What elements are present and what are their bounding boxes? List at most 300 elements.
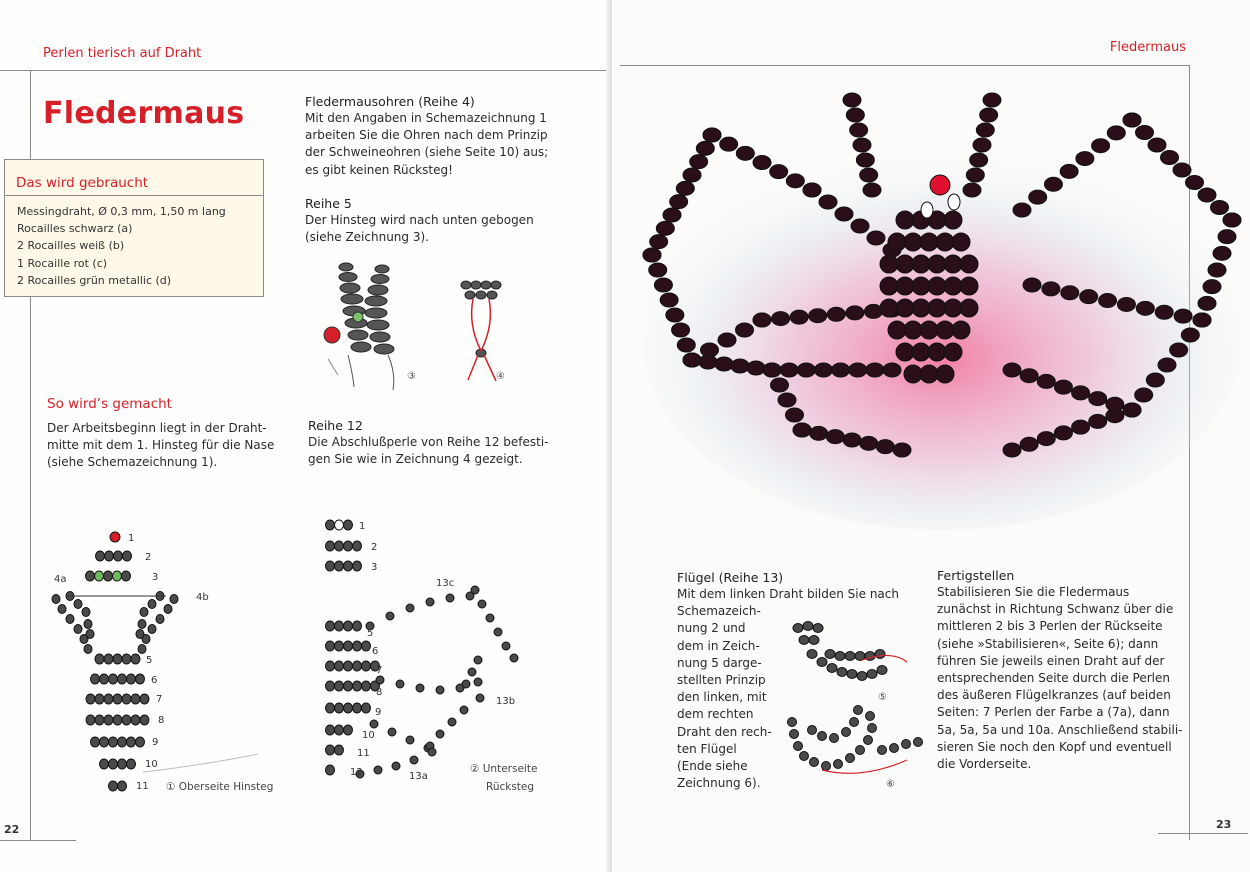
bat-bead	[1136, 301, 1154, 315]
bead	[474, 678, 482, 686]
bead	[66, 615, 74, 624]
bead	[790, 730, 799, 739]
bat-body-bead	[944, 255, 962, 273]
finish-line: Stabilisieren Sie die Fledermaus	[937, 585, 1130, 599]
bat-bead	[810, 426, 828, 440]
bead	[123, 551, 132, 561]
bat-bead	[1013, 203, 1031, 217]
bead	[344, 703, 353, 713]
bead	[326, 541, 335, 551]
figure-3-4-drawing	[318, 255, 528, 400]
bead	[494, 628, 502, 636]
bead	[104, 654, 113, 664]
bat-bead	[672, 323, 690, 337]
bat-bead	[1044, 177, 1062, 191]
bat-bead	[1174, 309, 1192, 323]
bead	[471, 586, 479, 594]
bat-bead	[970, 153, 988, 167]
materials-item: Rocailles schwarz (a)	[17, 222, 133, 236]
bat-bead	[1170, 343, 1188, 357]
bead	[813, 624, 823, 633]
bead	[353, 561, 362, 571]
bat-bead	[803, 183, 821, 197]
diagram-1	[48, 524, 288, 799]
bead	[335, 621, 344, 631]
bead	[95, 715, 104, 725]
materials-item: 2 Rocailles grün metallic (d)	[17, 273, 172, 287]
bat-bead	[1020, 369, 1038, 383]
bat-bead	[650, 235, 668, 249]
bat-bead	[770, 165, 788, 179]
bead	[170, 595, 178, 604]
footer-rule-right	[1158, 833, 1248, 834]
d2-row-number: 13c	[436, 578, 455, 589]
bead	[335, 681, 344, 691]
bat-bead	[1158, 358, 1176, 372]
bat-body-bead	[928, 277, 946, 295]
bat-bead	[660, 293, 678, 307]
bat-bead	[778, 393, 796, 407]
bat-bead	[835, 207, 853, 221]
bat-bead	[1076, 152, 1094, 166]
bead	[793, 624, 803, 633]
bead	[846, 754, 855, 763]
bead	[486, 614, 494, 622]
d1-row-number: 4a	[54, 574, 67, 585]
bead	[326, 520, 335, 530]
bat-bead	[1136, 126, 1154, 140]
bead	[136, 737, 145, 747]
bead	[446, 594, 454, 602]
figure-4	[461, 281, 505, 382]
bead	[156, 615, 164, 624]
bat-nose-bead	[930, 175, 950, 195]
bat-bead	[763, 363, 781, 377]
bead	[426, 598, 434, 606]
bead	[104, 571, 113, 581]
bead	[386, 612, 394, 620]
bead	[809, 636, 819, 645]
bead	[131, 694, 140, 704]
bat-bead	[786, 174, 804, 188]
d1-row-number: 5	[146, 655, 153, 666]
bead	[854, 706, 863, 715]
bat-bead	[786, 408, 804, 422]
right-page	[612, 0, 1250, 872]
materials-list	[5, 196, 263, 289]
bead	[877, 666, 887, 675]
row5-line: Der Hinsteg wird nach unten gebogen	[305, 213, 534, 227]
d1-row-number: 1	[128, 533, 135, 544]
bat-bead	[809, 309, 827, 323]
bat-bead	[736, 323, 754, 337]
bead	[110, 532, 120, 542]
bead	[131, 654, 140, 664]
bead	[416, 684, 424, 692]
d1-row-number: 7	[156, 694, 163, 705]
bead	[510, 654, 518, 662]
bat-bead	[1211, 201, 1229, 215]
bat-bead	[1037, 374, 1055, 388]
bead	[822, 762, 831, 771]
bat-bead	[731, 359, 749, 373]
d2-row-number: 2	[371, 542, 378, 553]
bat-bead	[966, 168, 984, 182]
bat-bead	[963, 183, 981, 197]
bead	[807, 650, 817, 659]
bat-bead	[666, 308, 684, 322]
bat-body-bead	[896, 277, 914, 295]
bead	[131, 715, 140, 725]
bead	[114, 551, 123, 561]
bead	[890, 744, 899, 753]
bead	[113, 694, 122, 704]
bat-photo	[612, 70, 1248, 540]
bat-bead	[780, 363, 798, 377]
bat-bead	[1213, 246, 1231, 260]
bead	[326, 621, 335, 631]
diagram-1-caption: ① Oberseite Hinsteg	[166, 781, 274, 793]
finish-line: 5a, 5a, 5a und 10a. Anschließend stabili-	[937, 722, 1183, 737]
fig6-label: ⑥	[886, 779, 895, 790]
bead	[95, 694, 104, 704]
bead	[344, 621, 353, 631]
bat-bead	[790, 310, 808, 324]
bat-bead	[1037, 432, 1055, 446]
wings-line: nung 2 und	[677, 621, 746, 636]
materials-box	[4, 159, 264, 297]
wings-line: dem rechten	[677, 707, 754, 722]
bead	[100, 759, 109, 769]
bead	[326, 661, 335, 671]
bead	[100, 674, 109, 684]
bead	[82, 608, 90, 617]
bat-bead	[753, 313, 771, 327]
bead	[118, 674, 127, 684]
bat-bead	[701, 343, 719, 357]
bead	[468, 668, 476, 676]
bat-bead	[1146, 373, 1164, 387]
wings-line: Mit dem linken Draht bilden Sie nach	[677, 587, 899, 601]
wings-line: stellten Prinzip	[677, 673, 766, 688]
bat-bead	[676, 181, 694, 195]
materials-item: 2 Rocailles weiß (b)	[17, 239, 125, 253]
bead	[478, 600, 486, 608]
howto-heading: So wird’s gemacht	[47, 396, 172, 412]
bead	[96, 551, 105, 561]
row12-heading: Reihe 12	[308, 418, 363, 433]
finish-line: des äußeren Flügelkranzes (auf beiden	[937, 688, 1171, 703]
bead	[428, 748, 436, 756]
bead	[335, 703, 344, 713]
bat-body-bead	[888, 321, 906, 339]
ears-line: es gibt keinen Rücksteg!	[305, 162, 453, 177]
bat-bead	[1020, 437, 1038, 451]
bead	[52, 595, 60, 604]
bead	[502, 642, 510, 650]
bat-body-bead	[904, 365, 922, 383]
running-head-right: Fledermaus	[1109, 40, 1186, 55]
bat-bead	[1155, 305, 1173, 319]
bead	[392, 762, 400, 770]
bat-bead	[893, 443, 911, 457]
bead	[344, 520, 353, 530]
bead	[344, 725, 353, 735]
bead	[118, 781, 127, 791]
bat-body-bead	[920, 321, 938, 339]
bead	[868, 724, 877, 733]
bead	[335, 725, 344, 735]
row5-line: (siehe Zeichnung 3).	[305, 230, 429, 245]
bead	[86, 694, 95, 704]
bead	[370, 720, 378, 728]
bat-body-bead	[920, 365, 938, 383]
bead	[810, 758, 819, 767]
wings-line: den linken, mit	[677, 690, 767, 705]
bead	[353, 641, 362, 651]
bead	[864, 736, 873, 745]
bead	[344, 541, 353, 551]
bat-bead	[654, 278, 672, 292]
bead	[326, 681, 335, 691]
bat-body-bead	[936, 233, 954, 251]
bead	[74, 600, 82, 609]
bead	[335, 541, 344, 551]
bat-bead	[1186, 176, 1204, 190]
wings-line: ten Flügel	[677, 741, 737, 756]
bat-bead	[860, 168, 878, 182]
bead	[335, 641, 344, 651]
bead	[148, 625, 156, 634]
bat-bead	[827, 307, 845, 321]
bat-bead	[1148, 138, 1166, 152]
bead	[800, 752, 809, 761]
d2-row-number: 9	[375, 707, 382, 718]
diagram-2-caption-line1: ② Unterseite	[470, 763, 538, 775]
bead	[410, 756, 418, 764]
bead	[136, 630, 144, 639]
d1-row-number: 9	[152, 737, 159, 748]
bat-bead	[1193, 313, 1211, 327]
bat-body-bead	[896, 255, 914, 273]
finish-line: sieren Sie noch den Kopf und eventuell	[937, 739, 1172, 754]
d1-row-number: 8	[158, 715, 165, 726]
bat-bead	[843, 93, 861, 107]
d2-row-number: 10	[362, 730, 375, 741]
bat-bead	[1080, 290, 1098, 304]
bat-body-bead	[960, 255, 978, 273]
bead	[396, 680, 404, 688]
wings-line: dem in Zeich-	[677, 638, 760, 653]
bat-bead	[670, 195, 688, 209]
bead	[335, 520, 344, 530]
d1-row-number: 2	[145, 552, 152, 563]
bat-bead	[683, 353, 701, 367]
bead	[140, 715, 149, 725]
bat-body-bead	[896, 211, 914, 229]
bat-bead	[1060, 164, 1078, 178]
bat-bead	[876, 440, 894, 454]
d1-row-number: 11	[136, 781, 149, 792]
finish-line: entsprechenden Seite durch die Perlen	[937, 671, 1170, 686]
row5-heading: Reihe 5	[305, 196, 352, 211]
bead	[835, 652, 845, 661]
bead	[406, 604, 414, 612]
howto-line: Der Arbeitsbeginn liegt in der Draht-	[47, 421, 267, 435]
bat-tooth-bead	[921, 202, 933, 218]
bat-body-bead	[944, 299, 962, 317]
bat-bead	[983, 93, 1001, 107]
bead	[84, 645, 92, 654]
bead	[875, 650, 885, 659]
bead	[902, 740, 911, 749]
bat-bead	[850, 123, 868, 137]
ears-line: arbeiten Sie die Ohren nach dem Prinzip	[305, 128, 548, 143]
bat-bead	[819, 195, 837, 209]
ears-line: der Schweineohren (siehe Seite 10) aus;	[305, 145, 549, 160]
bead	[118, 737, 127, 747]
bead	[362, 703, 371, 713]
bead	[856, 746, 865, 755]
bead	[326, 725, 335, 735]
bat-body-bead	[880, 255, 898, 273]
bat-bead	[980, 108, 998, 122]
bat-bead	[793, 423, 811, 437]
bat-bead	[814, 363, 832, 377]
bat-bead	[1208, 263, 1226, 277]
d2-row-number: 13a	[409, 771, 428, 782]
row12-line: Die Abschlußperle von Reihe 12 befesti-	[308, 435, 549, 449]
bat-bead	[1003, 443, 1021, 457]
bead	[830, 734, 839, 743]
bead	[74, 625, 82, 634]
bead	[460, 706, 468, 714]
bead	[344, 561, 353, 571]
finish-line: (siehe »Stabilisieren«, Seite 6); dann	[937, 636, 1159, 651]
bat-bead	[1198, 188, 1216, 202]
bead	[353, 661, 362, 671]
bead	[374, 766, 382, 774]
bat-bead	[853, 138, 871, 152]
bead	[109, 759, 118, 769]
d2-row-number: 5	[367, 628, 374, 639]
bead	[353, 541, 362, 551]
bead	[850, 718, 859, 727]
bat-bead	[849, 363, 867, 377]
d2-row-number: 13b	[496, 696, 516, 707]
bead	[857, 672, 867, 681]
d1-row-number: 4b	[196, 592, 209, 603]
howto-line: (siehe Schemazeichnung 1).	[47, 455, 218, 470]
bat-body-bead	[896, 343, 914, 361]
bead	[834, 760, 843, 769]
bead	[86, 715, 95, 725]
bat-body-bead	[904, 321, 922, 339]
bead	[86, 630, 94, 639]
bat-bead	[843, 433, 861, 447]
materials-heading: Das wird gebraucht	[5, 160, 263, 196]
bead	[326, 561, 335, 571]
bead	[845, 652, 855, 661]
bat-bead	[832, 363, 850, 377]
bead	[91, 737, 100, 747]
header-rule-left	[0, 70, 606, 71]
bead	[127, 674, 136, 684]
bead	[817, 658, 827, 667]
bead	[113, 715, 122, 725]
bead	[436, 686, 444, 694]
bead	[335, 661, 344, 671]
wings-line: Draht den rech-	[677, 724, 772, 739]
ears-heading: Fledermausohren (Reihe 4)	[305, 94, 475, 109]
materials-item: 1 Rocaille rot (c)	[17, 256, 108, 270]
bat-body-bead	[912, 343, 930, 361]
d2-row-number: 3	[371, 562, 378, 573]
bead	[476, 694, 484, 702]
bat-body-bead	[920, 233, 938, 251]
bat-body-bead	[936, 365, 954, 383]
bead	[388, 728, 396, 736]
bead	[353, 621, 362, 631]
d1-row-number: 10	[145, 759, 158, 770]
bead	[148, 600, 156, 609]
bat-bead	[1218, 230, 1236, 244]
bat-bead	[1099, 294, 1117, 308]
bead	[84, 620, 92, 629]
bat-bead	[643, 248, 661, 262]
howto-text	[47, 420, 292, 472]
bat-bead	[720, 137, 738, 151]
d1-row-number: 6	[151, 675, 158, 686]
diagram-2-caption-line2: Rücksteg	[486, 781, 535, 793]
bead	[95, 654, 104, 664]
bead	[362, 641, 371, 651]
d2-row-number: 7	[376, 665, 383, 676]
bead	[808, 726, 817, 735]
bead	[788, 718, 797, 727]
figure-5-6-drawing	[782, 610, 932, 795]
bead	[109, 781, 118, 791]
d2-row-number: 11	[357, 748, 370, 759]
bat-bead	[867, 231, 885, 245]
bead	[95, 571, 104, 581]
d2-row-number: 12	[350, 767, 363, 778]
bat-body-bead	[888, 233, 906, 251]
bat-bead	[856, 153, 874, 167]
materials-item: Messingdraht, Ø 0,3 mm, 1,50 m lang	[17, 205, 226, 218]
bat-bead	[772, 312, 790, 326]
bead	[105, 551, 114, 561]
bead	[335, 745, 344, 755]
d2-row-number: 6	[372, 646, 379, 657]
bead	[827, 664, 837, 673]
bead	[825, 650, 835, 659]
bead	[462, 680, 470, 688]
bead	[837, 668, 847, 677]
bat-bead	[703, 128, 721, 142]
bead	[344, 681, 353, 691]
bead	[914, 738, 923, 747]
d2-row-number: 8	[376, 687, 383, 698]
row12-text	[308, 434, 568, 468]
wings-line: (Ende siehe	[677, 759, 748, 774]
bead	[406, 736, 414, 744]
bat-body-bead	[880, 277, 898, 295]
d2-row-number: 1	[359, 521, 366, 532]
bat-body-bead	[944, 211, 962, 229]
bead	[344, 661, 353, 671]
bead	[878, 746, 887, 755]
